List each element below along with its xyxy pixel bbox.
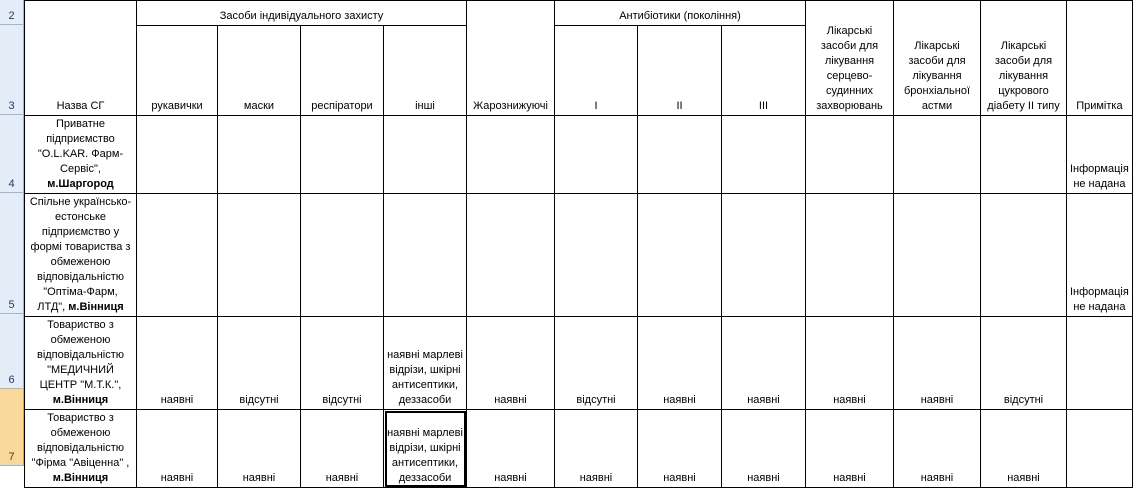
row-number: 2 <box>8 10 15 22</box>
cell-cardio[interactable] <box>806 194 894 317</box>
cell-diabetes[interactable]: відсутні <box>981 317 1067 410</box>
header-masks[interactable]: маски <box>218 26 301 116</box>
company-name-cell[interactable] <box>25 410 137 488</box>
cell-masks[interactable]: наявні <box>218 410 301 488</box>
cell-other-selected[interactable]: наявні марлеві відрізи, шкірні антисептики, деззасоби <box>384 410 467 488</box>
row-header-6[interactable] <box>0 314 24 389</box>
cell-diabetes[interactable] <box>981 194 1067 317</box>
cell-diabetes[interactable] <box>981 116 1067 194</box>
row-header-7[interactable] <box>0 389 24 466</box>
header-other[interactable]: інші <box>384 26 467 116</box>
row-number: 3 <box>8 100 15 112</box>
cell-cardio[interactable]: наявні <box>806 317 894 410</box>
cell-other[interactable] <box>384 116 467 194</box>
cell-antibiotic-1[interactable] <box>555 116 638 194</box>
cell-antibiotic-2[interactable] <box>638 194 722 317</box>
company-name: Спільне українсько-естонське підприємство у формі товариства з обмеженою відповідальністю "Оптіма-Фарм, ЛТД", <box>29 196 132 313</box>
cell-antibiotic-1[interactable] <box>555 194 638 317</box>
cell-respirators[interactable] <box>301 194 384 317</box>
cell-antipyretic[interactable]: наявні <box>467 410 555 488</box>
row-header-2[interactable] <box>0 0 24 25</box>
row-number: 7 <box>8 451 15 463</box>
table-row <box>25 317 1133 410</box>
cell-other[interactable] <box>384 194 467 317</box>
cell-masks[interactable] <box>218 116 301 194</box>
cell-antibiotic-3[interactable] <box>722 194 806 317</box>
cell-antipyretic[interactable] <box>467 116 555 194</box>
cell-antibiotic-3[interactable]: наявні <box>722 317 806 410</box>
table-row <box>25 116 1133 194</box>
row-number: 4 <box>8 178 15 190</box>
row-header-3[interactable] <box>0 25 24 115</box>
cell-antibiotic-2[interactable]: наявні <box>638 410 722 488</box>
row-number: 6 <box>8 374 15 386</box>
cell-cardio[interactable] <box>806 116 894 194</box>
cell-respirators[interactable] <box>301 116 384 194</box>
cell-antibiotic-2[interactable] <box>638 116 722 194</box>
row-number: 5 <box>8 299 15 311</box>
header-cardio[interactable]: Лікарські засоби для лікування серцево-судинних захворювань <box>806 1 894 116</box>
header-gloves[interactable]: рукавички <box>137 26 218 116</box>
company-name-cell[interactable] <box>25 317 137 410</box>
company-city: м.Шаргород <box>47 178 114 190</box>
cell-asthma[interactable]: наявні <box>894 410 981 488</box>
header-antibiotic-gen-3[interactable]: ІІІ <box>722 26 806 116</box>
cell-asthma[interactable] <box>894 194 981 317</box>
company-city: м.Вінниця <box>52 394 109 406</box>
cell-asthma[interactable]: наявні <box>894 317 981 410</box>
cell-note[interactable] <box>1067 317 1133 410</box>
cell-cardio[interactable]: наявні <box>806 410 894 488</box>
company-city: м.Вінниця <box>68 301 124 313</box>
company-city: м.Вінниця <box>52 472 109 484</box>
cell-gloves[interactable] <box>137 116 218 194</box>
company-name-cell[interactable] <box>25 116 137 194</box>
header-note[interactable]: Примітка <box>1067 1 1133 116</box>
header-respirators[interactable]: респіратори <box>301 26 384 116</box>
company-name: Товариство з обмеженою відповідальністю "Фірма "Авіценна" , <box>31 412 130 469</box>
cell-antibiotic-3[interactable]: наявні <box>722 410 806 488</box>
row-header-5[interactable] <box>0 193 24 314</box>
header-antipyretic[interactable]: Жарознижуючі <box>467 1 555 116</box>
cell-masks[interactable]: відсутні <box>218 317 301 410</box>
header-ppe-group[interactable]: Засоби індивідуального захисту <box>137 1 467 26</box>
cell-note[interactable] <box>1067 410 1133 488</box>
cell-antibiotic-1[interactable]: відсутні <box>555 317 638 410</box>
company-name: Приватне підприємство "O.L.KAR. Фарм-Сервіс", <box>37 118 124 175</box>
cell-asthma[interactable] <box>894 116 981 194</box>
company-name: Товариство з обмеженою відповідальністю "МЕДИЧНИЙ ЦЕНТР "М.Т.К.", <box>36 319 125 391</box>
cell-antipyretic[interactable] <box>467 194 555 317</box>
cell-antibiotic-2[interactable]: наявні <box>638 317 722 410</box>
company-name-cell[interactable] <box>25 194 137 317</box>
cell-gloves[interactable]: наявні <box>137 317 218 410</box>
cell-antibiotic-1[interactable]: наявні <box>555 410 638 488</box>
cell-respirators[interactable]: відсутні <box>301 317 384 410</box>
header-asthma[interactable]: Лікарські засоби для лікування бронхіальної астми <box>894 1 981 116</box>
cell-note[interactable]: Інформація не надана <box>1067 116 1133 194</box>
cell-respirators[interactable]: наявні <box>301 410 384 488</box>
header-diabetes[interactable]: Лікарські засоби для лікування цукрового діабету ІІ типу <box>981 1 1067 116</box>
header-antibiotic-gen-1[interactable]: І <box>555 26 638 116</box>
table-row <box>25 1 1133 26</box>
cell-gloves[interactable]: наявні <box>137 410 218 488</box>
cell-other[interactable]: наявні марлеві відрізи, шкірні антисептики, деззасоби <box>384 317 467 410</box>
cell-antibiotic-3[interactable] <box>722 116 806 194</box>
cell-masks[interactable] <box>218 194 301 317</box>
cell-diabetes[interactable]: наявні <box>981 410 1067 488</box>
cell-gloves[interactable] <box>137 194 218 317</box>
table-row <box>25 410 1133 488</box>
table-row <box>25 194 1133 317</box>
header-name-cell[interactable]: Назва СГ <box>25 1 137 116</box>
cell-antipyretic[interactable]: наявні <box>467 317 555 410</box>
header-antibiotics-group[interactable]: Антибіотики (покоління) <box>555 1 806 26</box>
row-header-4[interactable] <box>0 115 24 193</box>
data-table <box>24 0 1133 488</box>
header-antibiotic-gen-2[interactable]: ІІ <box>638 26 722 116</box>
cell-note[interactable]: Інформація не надана <box>1067 194 1133 317</box>
